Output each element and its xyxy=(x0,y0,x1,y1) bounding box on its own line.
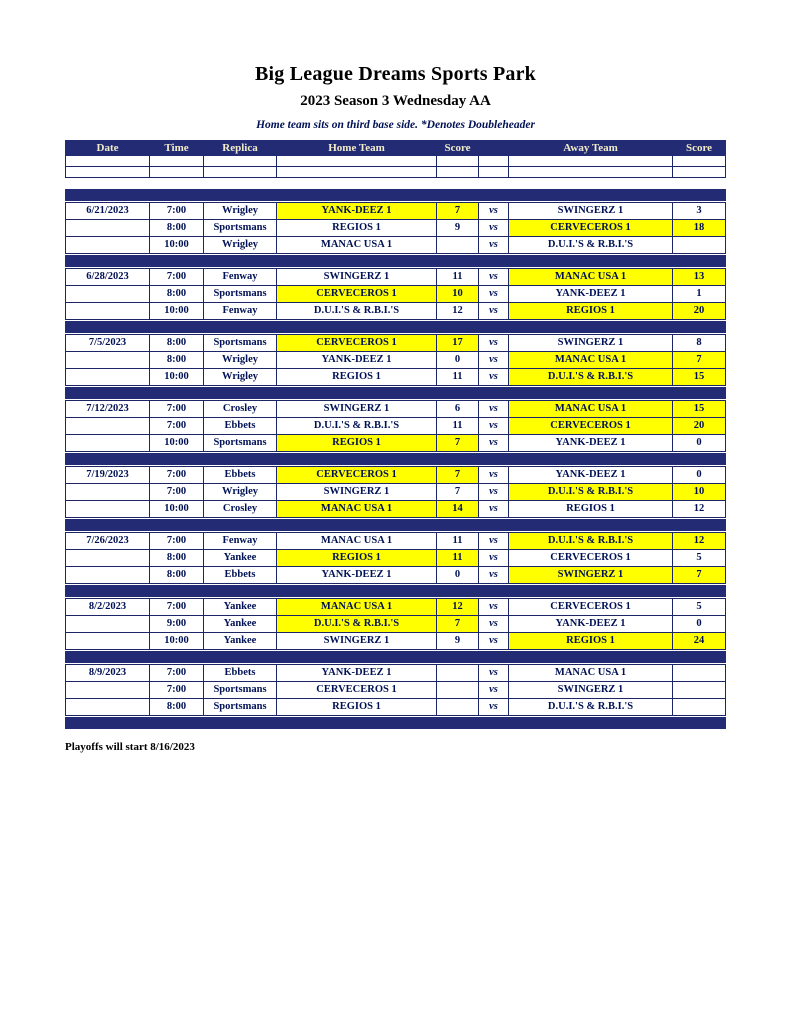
home-score-cell: 12 xyxy=(437,303,479,320)
vs-cell: vs xyxy=(479,286,509,303)
empty-cell xyxy=(150,156,204,167)
home-score-cell: 7 xyxy=(437,435,479,452)
separator-row xyxy=(66,388,726,399)
away-team-cell: SWINGERZ 1 xyxy=(509,203,673,220)
home-team-cell: SWINGERZ 1 xyxy=(277,401,437,418)
header-away-team: Away Team xyxy=(509,141,673,156)
time-cell: 7:00 xyxy=(150,682,204,699)
home-team-cell: REGIOS 1 xyxy=(277,435,437,452)
empty-cell xyxy=(66,167,150,178)
replica-cell: Sportsmans xyxy=(204,220,277,237)
away-team-cell: YANK-DEEZ 1 xyxy=(509,435,673,452)
replica-cell: Wrigley xyxy=(204,237,277,254)
away-score-cell: 18 xyxy=(673,220,726,237)
home-score-cell: 9 xyxy=(437,220,479,237)
game-row xyxy=(66,352,726,369)
home-team-cell: D.U.I.'S & R.B.I.'S xyxy=(277,303,437,320)
away-score-cell: 20 xyxy=(673,303,726,320)
date-cell xyxy=(66,369,150,386)
empty-cell xyxy=(479,167,509,178)
away-team-cell: REGIOS 1 xyxy=(509,501,673,518)
date-cell xyxy=(66,501,150,518)
vs-cell: vs xyxy=(479,567,509,584)
replica-cell: Crosley xyxy=(204,501,277,518)
home-score-cell: 9 xyxy=(437,633,479,650)
vs-cell: vs xyxy=(479,269,509,286)
time-cell: 10:00 xyxy=(150,237,204,254)
separator-row xyxy=(66,586,726,597)
separator-row-cell xyxy=(66,652,726,663)
home-team-cell: MANAC USA 1 xyxy=(277,533,437,550)
replica-cell: Yankee xyxy=(204,616,277,633)
away-score-cell: 10 xyxy=(673,484,726,501)
date-cell: 7/12/2023 xyxy=(66,401,150,418)
date-cell xyxy=(66,616,150,633)
away-score-cell: 15 xyxy=(673,401,726,418)
home-score-cell: 17 xyxy=(437,335,479,352)
home-score-cell xyxy=(437,699,479,716)
home-score-cell: 11 xyxy=(437,533,479,550)
separator-row xyxy=(66,190,726,201)
time-cell: 8:00 xyxy=(150,352,204,369)
date-cell xyxy=(66,484,150,501)
time-cell: 7:00 xyxy=(150,401,204,418)
separator-row-cell xyxy=(66,256,726,267)
separator-row xyxy=(66,652,726,663)
away-score-cell: 3 xyxy=(673,203,726,220)
home-team-cell: CERVECEROS 1 xyxy=(277,682,437,699)
home-score-cell: 11 xyxy=(437,550,479,567)
away-score-cell: 7 xyxy=(673,567,726,584)
time-cell: 7:00 xyxy=(150,203,204,220)
vs-cell: vs xyxy=(479,335,509,352)
vs-cell: vs xyxy=(479,550,509,567)
date-cell: 8/9/2023 xyxy=(66,665,150,682)
time-cell: 10:00 xyxy=(150,501,204,518)
separator-row xyxy=(66,718,726,729)
home-score-cell: 11 xyxy=(437,269,479,286)
away-team-cell: CERVECEROS 1 xyxy=(509,550,673,567)
away-team-cell: SWINGERZ 1 xyxy=(509,682,673,699)
away-score-cell: 0 xyxy=(673,435,726,452)
header-time: Time xyxy=(150,141,204,156)
away-team-cell: D.U.I.'S & R.B.I.'S xyxy=(509,533,673,550)
game-row xyxy=(66,335,726,352)
replica-cell: Fenway xyxy=(204,533,277,550)
header-replica: Replica xyxy=(204,141,277,156)
time-cell: 7:00 xyxy=(150,269,204,286)
page-title: Big League Dreams Sports Park xyxy=(255,63,536,85)
replica-cell: Sportsmans xyxy=(204,335,277,352)
replica-cell: Ebbets xyxy=(204,467,277,484)
home-score-cell: 7 xyxy=(437,203,479,220)
away-team-cell: YANK-DEEZ 1 xyxy=(509,286,673,303)
date-cell: 8/2/2023 xyxy=(66,599,150,616)
separator-row-cell xyxy=(66,388,726,399)
replica-cell: Yankee xyxy=(204,550,277,567)
away-team-cell: SWINGERZ 1 xyxy=(509,567,673,584)
date-cell: 7/5/2023 xyxy=(66,335,150,352)
away-score-cell: 5 xyxy=(673,550,726,567)
time-cell: 8:00 xyxy=(150,335,204,352)
home-score-cell: 11 xyxy=(437,369,479,386)
away-score-cell: 12 xyxy=(673,533,726,550)
date-cell xyxy=(66,699,150,716)
vs-cell: vs xyxy=(479,533,509,550)
empty-cell xyxy=(150,167,204,178)
header-home-score: Score xyxy=(437,141,479,156)
game-row xyxy=(66,682,726,699)
vs-cell: vs xyxy=(479,665,509,682)
time-cell: 7:00 xyxy=(150,418,204,435)
empty-cell xyxy=(437,167,479,178)
date-cell: 6/28/2023 xyxy=(66,269,150,286)
home-team-cell: SWINGERZ 1 xyxy=(277,484,437,501)
away-team-cell: MANAC USA 1 xyxy=(509,401,673,418)
vs-cell: vs xyxy=(479,220,509,237)
date-cell xyxy=(66,286,150,303)
home-score-cell: 14 xyxy=(437,501,479,518)
away-team-cell: CERVECEROS 1 xyxy=(509,418,673,435)
time-cell: 8:00 xyxy=(150,699,204,716)
time-cell: 8:00 xyxy=(150,220,204,237)
home-team-cell: REGIOS 1 xyxy=(277,220,437,237)
time-cell: 7:00 xyxy=(150,665,204,682)
time-cell: 7:00 xyxy=(150,484,204,501)
time-cell: 7:00 xyxy=(150,533,204,550)
header-away-score: Score xyxy=(673,141,726,156)
away-team-cell: CERVECEROS 1 xyxy=(509,220,673,237)
schedule-table xyxy=(65,140,726,729)
vs-cell: vs xyxy=(479,467,509,484)
home-team-cell: MANAC USA 1 xyxy=(277,501,437,518)
replica-cell: Ebbets xyxy=(204,418,277,435)
replica-cell: Yankee xyxy=(204,599,277,616)
replica-cell: Fenway xyxy=(204,269,277,286)
away-score-cell: 1 xyxy=(673,286,726,303)
game-row xyxy=(66,237,726,254)
page-subtitle: 2023 Season 3 Wednesday AA xyxy=(300,93,491,109)
game-row xyxy=(66,599,726,616)
home-team-cell: CERVECEROS 1 xyxy=(277,335,437,352)
vs-cell: vs xyxy=(479,484,509,501)
vs-cell: vs xyxy=(479,435,509,452)
away-score-cell: 0 xyxy=(673,616,726,633)
vs-cell: vs xyxy=(479,599,509,616)
empty-cell xyxy=(673,167,726,178)
away-score-cell: 7 xyxy=(673,352,726,369)
separator-row-cell xyxy=(66,520,726,531)
away-team-cell: MANAC USA 1 xyxy=(509,665,673,682)
game-row xyxy=(66,303,726,320)
replica-cell: Wrigley xyxy=(204,352,277,369)
replica-cell: Sportsmans xyxy=(204,286,277,303)
home-team-cell: SWINGERZ 1 xyxy=(277,269,437,286)
replica-cell: Ebbets xyxy=(204,567,277,584)
away-team-cell: YANK-DEEZ 1 xyxy=(509,616,673,633)
spacer-row-cell xyxy=(66,178,726,190)
separator-row-cell xyxy=(66,454,726,465)
home-score-cell xyxy=(437,665,479,682)
away-team-cell: REGIOS 1 xyxy=(509,303,673,320)
date-cell xyxy=(66,682,150,699)
replica-cell: Ebbets xyxy=(204,665,277,682)
replica-cell: Wrigley xyxy=(204,484,277,501)
vs-cell: vs xyxy=(479,418,509,435)
away-score-cell: 15 xyxy=(673,369,726,386)
home-score-cell xyxy=(437,682,479,699)
empty-cell xyxy=(204,167,277,178)
vs-cell: vs xyxy=(479,303,509,320)
home-score-cell: 7 xyxy=(437,467,479,484)
game-row xyxy=(66,484,726,501)
away-score-cell: 8 xyxy=(673,335,726,352)
header-home-team: Home Team xyxy=(277,141,437,156)
home-team-cell: YANK-DEEZ 1 xyxy=(277,352,437,369)
home-team-cell: REGIOS 1 xyxy=(277,369,437,386)
date-cell xyxy=(66,352,150,369)
home-team-note: Home team sits on third base side. *Denotes Doubleheader xyxy=(256,119,535,131)
home-team-cell: D.U.I.'S & R.B.I.'S xyxy=(277,616,437,633)
empty-cell xyxy=(437,156,479,167)
home-score-cell: 12 xyxy=(437,599,479,616)
game-row xyxy=(66,550,726,567)
time-cell: 8:00 xyxy=(150,567,204,584)
replica-cell: Sportsmans xyxy=(204,699,277,716)
empty-cell xyxy=(66,156,150,167)
game-row xyxy=(66,203,726,220)
separator-row xyxy=(66,256,726,267)
game-row xyxy=(66,418,726,435)
date-cell xyxy=(66,435,150,452)
empty-row xyxy=(66,167,726,178)
replica-cell: Yankee xyxy=(204,633,277,650)
empty-cell xyxy=(673,156,726,167)
empty-row xyxy=(66,156,726,167)
away-team-cell: CERVECEROS 1 xyxy=(509,599,673,616)
vs-cell: vs xyxy=(479,401,509,418)
replica-cell: Sportsmans xyxy=(204,682,277,699)
home-team-cell: YANK-DEEZ 1 xyxy=(277,567,437,584)
spacer-row xyxy=(66,178,726,190)
schedule-table-head xyxy=(66,141,726,156)
date-cell xyxy=(66,237,150,254)
home-score-cell: 6 xyxy=(437,401,479,418)
date-cell: 7/26/2023 xyxy=(66,533,150,550)
date-cell xyxy=(66,633,150,650)
replica-cell: Crosley xyxy=(204,401,277,418)
home-team-cell: YANK-DEEZ 1 xyxy=(277,665,437,682)
date-cell xyxy=(66,550,150,567)
away-score-cell: 24 xyxy=(673,633,726,650)
away-score-cell xyxy=(673,665,726,682)
replica-cell: Sportsmans xyxy=(204,435,277,452)
date-cell: 6/21/2023 xyxy=(66,203,150,220)
game-row xyxy=(66,401,726,418)
time-cell: 9:00 xyxy=(150,616,204,633)
header-vs xyxy=(479,141,509,156)
away-team-cell: D.U.I.'S & R.B.I.'S xyxy=(509,369,673,386)
vs-cell: vs xyxy=(479,352,509,369)
time-cell: 8:00 xyxy=(150,550,204,567)
home-score-cell: 10 xyxy=(437,286,479,303)
home-score-cell xyxy=(437,237,479,254)
game-row xyxy=(66,533,726,550)
vs-cell: vs xyxy=(479,203,509,220)
schedule-table-body xyxy=(66,156,726,729)
vs-cell: vs xyxy=(479,501,509,518)
separator-row-cell xyxy=(66,718,726,729)
game-row xyxy=(66,616,726,633)
game-row xyxy=(66,699,726,716)
home-team-cell: YANK-DEEZ 1 xyxy=(277,203,437,220)
empty-cell xyxy=(509,156,673,167)
away-score-cell xyxy=(673,237,726,254)
date-cell xyxy=(66,567,150,584)
empty-cell xyxy=(277,167,437,178)
empty-cell xyxy=(277,156,437,167)
away-score-cell xyxy=(673,682,726,699)
game-row xyxy=(66,286,726,303)
home-team-cell: REGIOS 1 xyxy=(277,699,437,716)
away-score-cell: 0 xyxy=(673,467,726,484)
home-team-cell: SWINGERZ 1 xyxy=(277,633,437,650)
replica-cell: Wrigley xyxy=(204,369,277,386)
game-row xyxy=(66,467,726,484)
away-score-cell xyxy=(673,699,726,716)
game-row xyxy=(66,567,726,584)
away-team-cell: D.U.I.'S & R.B.I.'S xyxy=(509,699,673,716)
separator-row-cell xyxy=(66,190,726,201)
game-row xyxy=(66,220,726,237)
playoffs-note: Playoffs will start 8/16/2023 xyxy=(65,741,195,753)
away-team-cell: D.U.I.'S & R.B.I.'S xyxy=(509,237,673,254)
vs-cell: vs xyxy=(479,237,509,254)
home-score-cell: 0 xyxy=(437,567,479,584)
vs-cell: vs xyxy=(479,699,509,716)
home-team-cell: REGIOS 1 xyxy=(277,550,437,567)
away-team-cell: MANAC USA 1 xyxy=(509,269,673,286)
away-team-cell: YANK-DEEZ 1 xyxy=(509,467,673,484)
time-cell: 8:00 xyxy=(150,286,204,303)
home-team-cell: CERVECEROS 1 xyxy=(277,467,437,484)
home-score-cell: 7 xyxy=(437,484,479,501)
time-cell: 10:00 xyxy=(150,633,204,650)
separator-row xyxy=(66,454,726,465)
home-score-cell: 0 xyxy=(437,352,479,369)
home-score-cell: 7 xyxy=(437,616,479,633)
date-cell xyxy=(66,418,150,435)
separator-row-cell xyxy=(66,322,726,333)
game-row xyxy=(66,633,726,650)
game-row xyxy=(66,369,726,386)
game-row xyxy=(66,665,726,682)
empty-cell xyxy=(479,156,509,167)
vs-cell: vs xyxy=(479,369,509,386)
date-cell xyxy=(66,220,150,237)
away-score-cell: 5 xyxy=(673,599,726,616)
vs-cell: vs xyxy=(479,633,509,650)
home-team-cell: MANAC USA 1 xyxy=(277,599,437,616)
date-cell xyxy=(66,303,150,320)
away-score-cell: 13 xyxy=(673,269,726,286)
date-cell: 7/19/2023 xyxy=(66,467,150,484)
header-date: Date xyxy=(66,141,150,156)
home-score-cell: 11 xyxy=(437,418,479,435)
table-header-row xyxy=(66,141,726,156)
home-team-cell: MANAC USA 1 xyxy=(277,237,437,254)
empty-cell xyxy=(509,167,673,178)
game-row xyxy=(66,269,726,286)
replica-cell: Wrigley xyxy=(204,203,277,220)
game-row xyxy=(66,435,726,452)
time-cell: 7:00 xyxy=(150,599,204,616)
separator-row xyxy=(66,520,726,531)
away-team-cell: REGIOS 1 xyxy=(509,633,673,650)
away-team-cell: SWINGERZ 1 xyxy=(509,335,673,352)
time-cell: 10:00 xyxy=(150,435,204,452)
separator-row xyxy=(66,322,726,333)
replica-cell: Fenway xyxy=(204,303,277,320)
empty-cell xyxy=(204,156,277,167)
time-cell: 7:00 xyxy=(150,467,204,484)
time-cell: 10:00 xyxy=(150,369,204,386)
vs-cell: vs xyxy=(479,682,509,699)
vs-cell: vs xyxy=(479,616,509,633)
game-row xyxy=(66,501,726,518)
separator-row-cell xyxy=(66,586,726,597)
time-cell: 10:00 xyxy=(150,303,204,320)
away-team-cell: D.U.I.'S & R.B.I.'S xyxy=(509,484,673,501)
away-score-cell: 12 xyxy=(673,501,726,518)
home-team-cell: D.U.I.'S & R.B.I.'S xyxy=(277,418,437,435)
away-score-cell: 20 xyxy=(673,418,726,435)
away-team-cell: MANAC USA 1 xyxy=(509,352,673,369)
home-team-cell: CERVECEROS 1 xyxy=(277,286,437,303)
